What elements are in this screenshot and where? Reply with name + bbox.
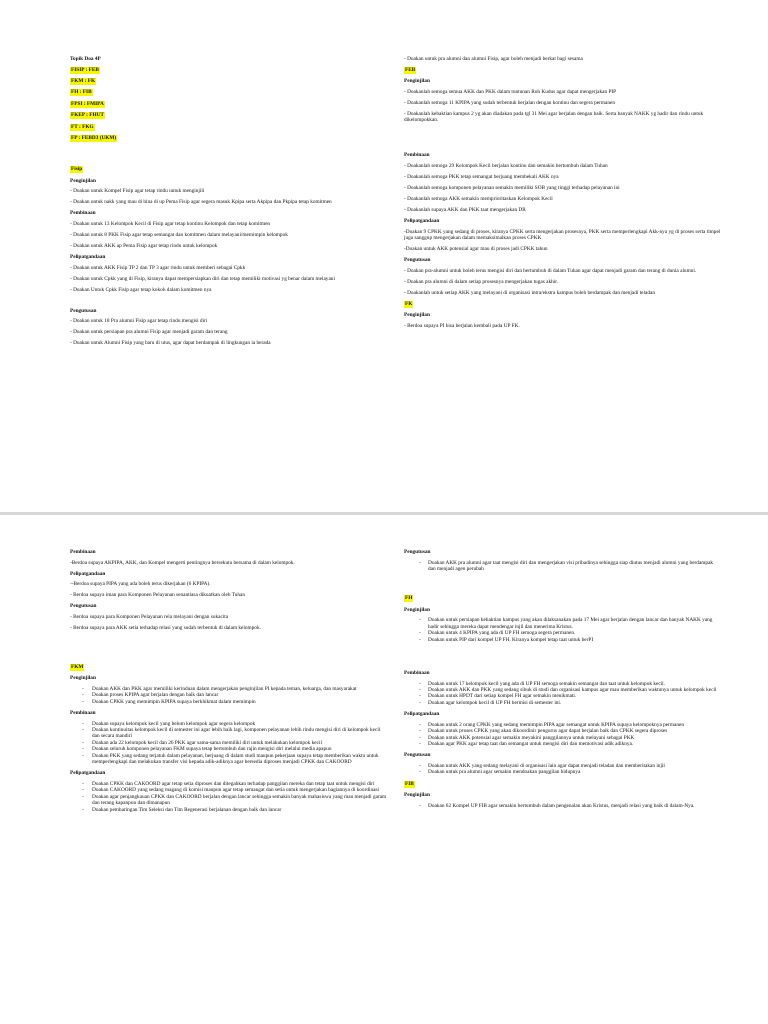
list-item: - Doakan untuk AKK dan PKK yang sedang sibuk di studi dan organisasi kampus agar mau memberikan waktunya untuk kelompok kecil <box>404 687 722 693</box>
page2-left-column <box>70 549 388 818</box>
list-item: - Doakan supaya kelompok kecil yang belum kelompok agar segera kelompok <box>70 721 388 727</box>
faculty-pair: FKM : FK <box>71 77 96 84</box>
prayer-item: - Doakanlah kebaktian kampus 2 yg akan diadakan pada tgl 31 Mei agar berjalan dengan baik. Serta banyak NAKK yg hadir dan rindu untuk dikelompokkan. <box>404 110 704 124</box>
heading-pelipatgandaan: Pelipatgandaan <box>70 770 106 777</box>
prayer-item: - Doakan pra-alumni untuk boleh terus mengisi diri dan bertumbuh di dalam Tuhan agar dapat menjadi garam dan terang di dunia alumni. <box>404 267 697 274</box>
list-item: - Doakan CPKK yang memimpin KPIPA supaya berkhikmat dalam memimpin <box>70 699 388 705</box>
prayer-item: - Berdoa supaya iman para Komponen Pelayanan senantiasa dikuatkan oleh Tuhan <box>70 592 246 599</box>
list-item: - Doakan agar PKK agar tetap taat dan semangat untuk mengisi diri dan memotivasi adik adiknya. <box>404 741 722 747</box>
heading-pelipatgandaan: Pelipatgandaan <box>404 711 440 718</box>
prayer-item: - Doakan untuk persiapan pra alumni Fisip agar menjadi garam dan terang <box>70 329 228 336</box>
list-item: - Doakan pembaringan Tim Seleksi dan Tim Regenerasi berjalanan dengan baik dan lancar <box>70 807 388 813</box>
section-tag-fisip: Fisip <box>71 166 83 173</box>
heading-pelipatgandaan: Pelipatgandaan <box>70 253 106 260</box>
list-item: - Doakan CAKOORD yang sedang magang di komisi maupun agar tetap semangat dan setia untuk mengerjakan bagiannya di koordinasi <box>70 787 388 793</box>
section-tag-fkm: FKM <box>71 663 84 670</box>
heading-pengutusan: Pengutusan <box>404 549 431 555</box>
page1-right-column <box>404 56 722 334</box>
faculty-pair: FPSI : FMIPA <box>71 100 104 107</box>
heading-pembinaan: Pembinaan <box>404 152 430 159</box>
list-item: - Doakan agar kelompok kecil di UP FH bermisi di semester ini. <box>404 700 722 706</box>
fkm-pembinaan-list <box>70 721 388 766</box>
list-item: - Doakan AKK dan PKK agar memiliki kerinduan dalam mengerjakan penginjilan PI kepada teman, keluarga, dan masyarakat <box>70 686 388 692</box>
heading-penginjilan: Penginjilan <box>404 606 430 613</box>
faculty-pair: FH : FIB <box>71 89 92 96</box>
fh-pelipatgandaan-list <box>404 722 722 748</box>
list-item: - Doakan untuk 4 KPIPA yang ada di UP FH semoga segera permanen. <box>404 630 722 636</box>
section-tag-fib: FIB <box>405 780 414 787</box>
list-item: - Doakan proses KPIPA agar berjalan dengan baik dan lancar <box>70 692 388 698</box>
document-page-2 <box>0 515 768 1024</box>
list-item: - Doakan untuk pra alumni agar semakin mendoakan panggilan hidupnya <box>404 769 722 775</box>
prayer-item: - Doakanlah semoga AKK semakin memprioritaskan Kelompok Kecil <box>404 195 553 202</box>
list-item: - Doakan PKK yang sedang terjatuh dalam pelayanan, berjuang di dalam studi maupun pekerjaan supaya tetap memberikan waktu untuk memperlengkapi dan melakukan transfer visi kepada adik-adiknya agar bersedia diproses menjadi CPKK dan CAKOORD <box>70 753 388 766</box>
heading-pembinaan: Pembinaan <box>70 210 96 217</box>
prayer-item: - Berdoa supaya para Komponen Pelayanan rela melayani dengan sukacita <box>70 613 229 620</box>
fh-pembinaan-list <box>404 681 722 707</box>
list-item: - Doakan untuk proses CPKK yang akan dikoordinir pengurus agar dapat berjalan baik dan CPKK segera diproses <box>404 728 722 734</box>
fib-penginjilan-list <box>404 803 722 809</box>
heading-pembinaan: Pembinaan <box>70 709 96 716</box>
list-item: - Doakan ada 22 kelompok kecil dan 26 PKK agar sama-sama memiliki diri untuk melakukan kelompok kecil <box>70 740 388 746</box>
heading-pengutusan: Pengutusan <box>70 603 97 610</box>
list-item: - Doakan untuk persiapan kebaktian kampus yang akan dilaksanakan pada 17 Mei agar berjalan dengan lancar dan banyak NAKK yang hadir sehingga mereka dapat mendengar injil dan menerima Kristus. <box>404 617 722 630</box>
prayer-item: -Doakan untuk AKK potensial agar mau di proses jadi CPKK tahun <box>404 245 548 252</box>
fkm-pelipatgandaan-list <box>70 781 388 813</box>
section-tag-fk: FK <box>405 300 413 307</box>
prayer-item: - Doakan untuk 18 Pra alumni Fisip agar tetap rindu mengisi diri <box>70 318 208 325</box>
prayer-item: - Doakan untuk AKK ap Pema Fisip agar tetap rindu untuk kelompok <box>70 242 218 249</box>
section-tag-fh: FH <box>405 595 413 602</box>
heading-penginjilan: Penginjilan <box>70 177 96 184</box>
fkm-penginjilan-list <box>70 686 388 705</box>
heading-pembinaan: Pembinaan <box>404 670 430 677</box>
prayer-item: - Doakan Untuk Cpkk Fisip agar tetap kokoh dalam komitmen nya <box>70 286 212 293</box>
prayer-item: - Doakan untuk AKK Fisip TP 2 dan TP 3 agar rindu untuk memberi sebagai Cpkk <box>70 264 246 271</box>
heading-penginjilan: Penginjilan <box>70 675 96 682</box>
list-item: - Doakan untuk 17 kelompok kecil yang ada di UP FH semoga semakin semangat dan taat untuk kelompok kecil. <box>404 681 722 687</box>
list-item: - Doakan untuk AKK yang sedang melayani di organisasi lain agar dapat menjadi teladan dan memberitakan injil <box>404 763 722 769</box>
prayer-item: - Doakanlah supaya AKK dan PKK taat mengerjakan DR <box>404 206 526 213</box>
prayer-item: - Berdoa supaya para AKK setia terhadap relasi yang sudah terbentuk di dalam kelompok. <box>70 624 261 631</box>
prayer-item: -Doakan 9 CPKK yang sedang di proses, kiranya CPKK serta mengerjakan prosesnya, PKK serta memperlengkapi Akk-nya yg di proses serta timpel juga sanggup mengerjakan dalam memaksimalkan proses CPKK <box>404 228 721 241</box>
heading-pengutusan: Pengutusan <box>404 256 431 263</box>
prayer-item: - Doakanlah semoga 29 Kelompok Kecil berjalan kontinu dan semakin bertumbuh dalam Tuhan <box>404 162 608 169</box>
list-item: - Doakan seluruh komponen pelayanan FKM supaya tetap bertumbuh dan rajin mengisi diri melalui media apapun <box>70 746 388 752</box>
heading-pengutusan: Pengutusan <box>404 752 431 759</box>
list-item: - Doakan untuk 2 orang CPKK yang sedang memimpin PIPA agar semangat untuk KPIPA supaya kelompoknya permanen <box>404 722 722 728</box>
prayer-item: -Berdoa supaya AKPIPA, AKK, dan Kompel mengerti pentingnya bersekutu bersama di dalam kelompok. <box>70 559 295 566</box>
prayer-item: - Doakanlah untuk setiap AKK yang melayani di organisasi intra/ekstra kampus boleh berdampak dan menjadi teladan <box>404 289 655 296</box>
prayer-item: - Doakan untuk pra alumni dan alumni Fisip, agar boleh menjadi berkat bagi sesama <box>404 56 583 62</box>
prayer-item: - Doakan untuk Cpkk yang di Fisip, kiranya dapat mempersiapkan diri dan tetap memiliki motivasi yg benar dalam melayani <box>70 275 335 282</box>
heading-penginjilan: Penginjilan <box>404 792 430 799</box>
faculty-pair: FKEP : FHUT <box>71 112 104 119</box>
section-tag-feb: FEB <box>405 67 416 73</box>
prayer-item: - Doakanlah semoga komponen pelayanan semakin memiliki SOB yang tinggi terhadap pelayanan ini <box>404 184 620 191</box>
heading-penginjilan: Penginjilan <box>404 78 430 85</box>
prayer-item: - Doakan untuk 8 PKK Fisip agar tetap semangat dan komitmen dalam melayani/memimpin kelompok <box>70 231 288 238</box>
prayer-item: - Doakanlah semoga 11 KPIPA yang sudah terbentuk berjalan dengan kontinu dan segera permanen <box>404 99 615 106</box>
list-item: - Doakan agar penjangkauan CPKK dan CAKOORD berjalan dengan lancar sehingga semakin banyak mahasiswa yang mau menjadi garam dan terang kapanpun dan dimanapun <box>70 794 388 807</box>
list-item: - Doakan untuk HPDT dari setiap kompel FH agar semakin menikmati. <box>404 693 722 699</box>
list-item: - Doakan untuk PIP dari kompel UP FH. Kiranya kompel tetap taat untuk berPI <box>404 637 722 643</box>
prayer-item: - Doakan pra alumni di dalam setiap prosesnya mengerjakan tugas akhir. <box>404 278 559 285</box>
list-item: - Doakan kontinuitas kelompok kecil di semester ini agar lebih baik lagi, komponen pelayanan lebih rindu mengisi diri di kelompok kecil dan secara mandiri <box>70 727 388 740</box>
prayer-item: - Doakan untuk Kompel Fisip agar tetap rindu untuk menginjili <box>70 188 205 195</box>
fh-pengutusan-list <box>404 763 722 776</box>
faculty-pair: FP : FEBD3 (UKM) <box>71 134 117 141</box>
heading-pelipatgandaan: Pelipatgandaan <box>70 570 106 577</box>
faculty-pair: FISIP : FEB <box>71 66 99 73</box>
heading-pengutusan: Pengutusan <box>70 307 97 314</box>
heading-pelipatgandaan: Pelipatgandaan <box>404 217 440 224</box>
fh-penginjilan-list <box>404 617 722 643</box>
heading-penginjilan: Penginjilan <box>404 311 430 318</box>
heading-pembinaan: Pembinaan <box>70 549 96 555</box>
page2-right-column <box>404 549 722 814</box>
prayer-item: - Doakan untuk 13 Kelompok Kecil di Fisip agar tetap kontinu Kelompok dan tetap komitmen <box>70 220 271 227</box>
list-item: - Doakan CPKK dan CAKOORD agar tetap setia diproses dan ditegahkan terhadap panggilan mereka dan tetap taat untuk mengisi diri <box>70 781 388 787</box>
list-item: - Doakan untuk AKK potensial agar semakin meyakini panggilannya untuk melayani sebagai PKK <box>404 735 722 741</box>
pengutusan-list <box>404 560 722 573</box>
list-item: - Doakan AKK pra alumni agar taat mengisi diri dan mengerjakan visi pribadinya sehingga siap diutus menjadi alumni yang berdampak dan menjadi agen perubah <box>404 560 722 573</box>
list-item: - Doakan 62 Kompel UP FIB agar semakin bertumbuh dalam pengenalan akan Kristus, menjadi relasi yang baik di dalam-Nya. <box>404 803 722 809</box>
prayer-item: - Doakanlah semoga semua AKK dan PKK dalam tuntunan Roh Kudus agar dapat mengerjakan PIP <box>404 88 617 95</box>
prayer-item: - Doakanlah semoga PKK tetap semangat berjuang membekali AKK nya <box>404 173 559 180</box>
prayer-item: --Berdoa supaya PIPA yang ada boleh terus dikerjakan (6 KPIPA). <box>70 581 211 588</box>
faculty-pair: FT : FKG <box>71 123 94 130</box>
prayer-item: - Doakan untuk nakk yang mau di bina di up Pema Fisip agar segera masuk Kpipa serta Akpipa dan Pkpipa tetap komitmen <box>70 199 332 206</box>
prayer-item: - Berdoa supaya PI bisa berjalan kembali pada UP FK. <box>404 322 520 329</box>
doc-title: Topik Doa 4P <box>70 56 101 62</box>
page1-left-column <box>70 56 388 351</box>
prayer-item: - Doakan untuk Alumni Fisip yang baru di utus, agar dapat berdampak di lingkungan ia berada <box>70 340 271 347</box>
